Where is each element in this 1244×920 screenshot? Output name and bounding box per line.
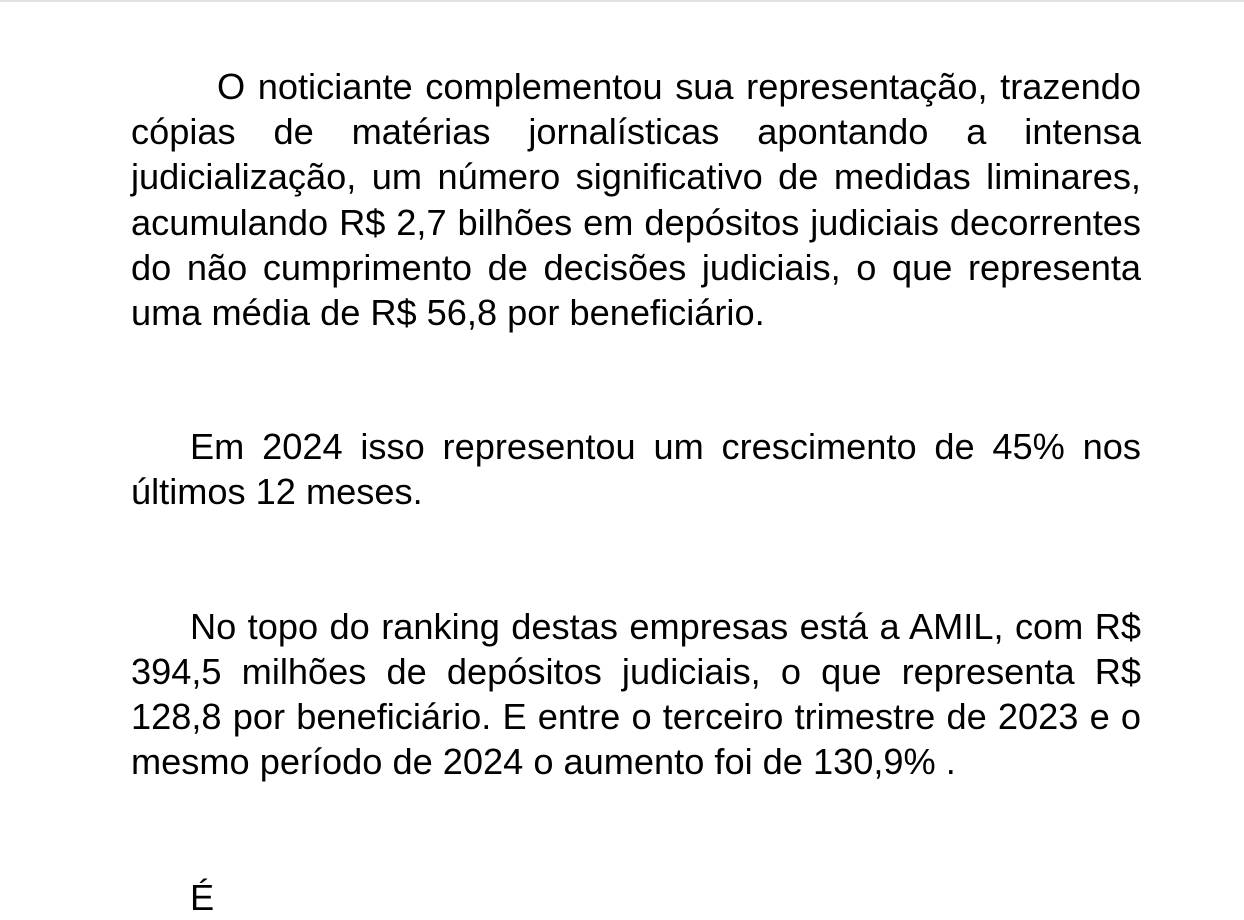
paragraph-amil-ranking: No topo do ranking destas empresas está a AMIL, com R$ 394,5 milhões de depósitos judiciais, o que representa R$ 128,8 por beneficiário. E entre o terceiro trimestre de 2023 e o mesmo período de 2024 o aumento foi de 130,9% .	[131, 605, 1141, 783]
cut-off-next-line	[190, 876, 220, 918]
paragraph-representation-complement: O noticiante complementou sua representação, trazendo cópias de matérias jornalísticas apontando a intensa judicialização, um número significativo de medidas liminares, acumulando R$ 2,7 bilhões em depósitos judiciais decorrentes do não cumprimento de decisões judiciais, o que representa uma média de R$ 56,8 por beneficiário.	[131, 66, 1141, 334]
paragraph-growth-2024: Em 2024 isso representou um crescimento de 45% nos últimos 12 meses.	[131, 426, 1141, 513]
cut-off-line-text: É	[190, 877, 215, 918]
page-top-border	[0, 0, 1244, 2]
document-page	[131, 64, 1141, 784]
